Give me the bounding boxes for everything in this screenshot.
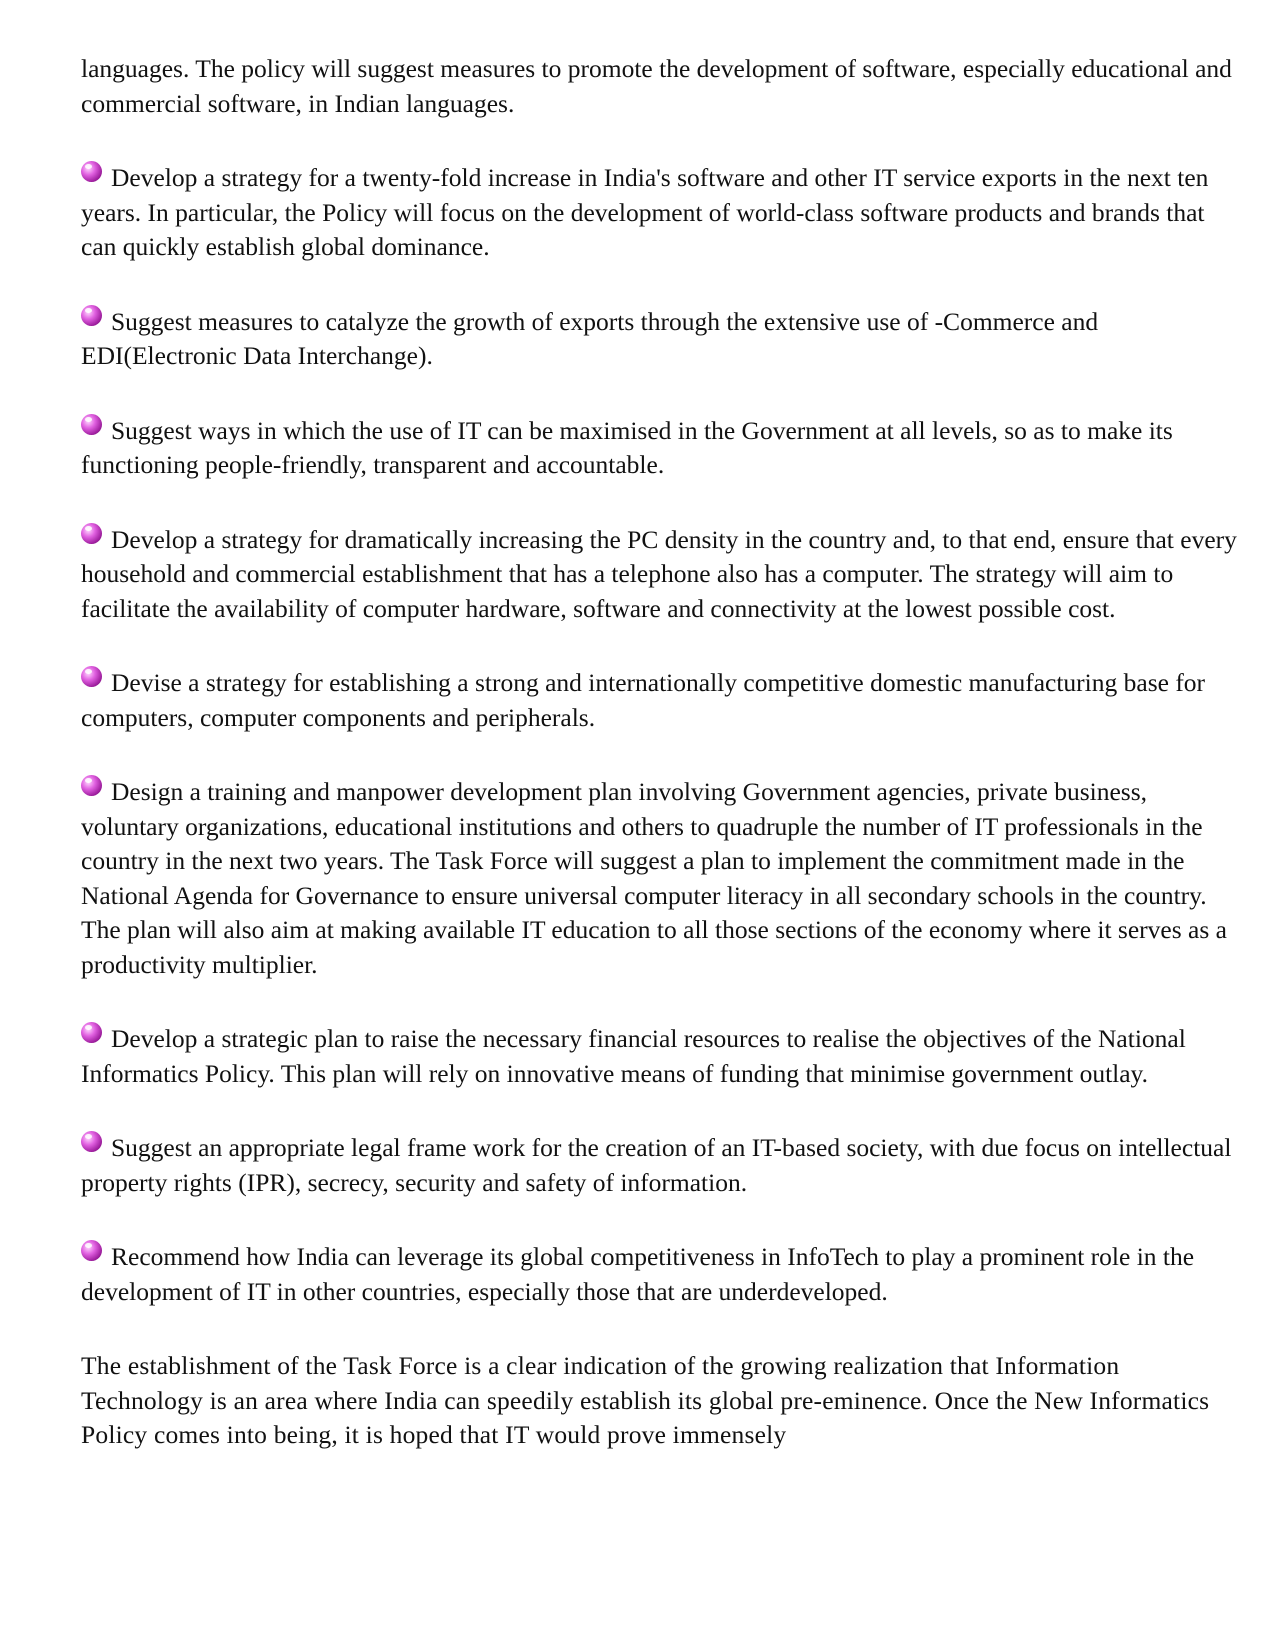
- bullet-text: Suggest ways in which the use of IT can be maximised in the Government at all levels, so as to make its functioning people-friendly, transparent and accountable.: [81, 415, 1173, 479]
- bullet-item: [81, 523, 1241, 627]
- bullet-text: Suggest an appropriate legal frame work for the creation of an IT-based society, with due focus on intellectual property rights (IPR), secrecy, security and safety of information.: [81, 1133, 1232, 1197]
- bullet-item: [81, 1022, 1241, 1091]
- pink-sphere-bullet-icon: [81, 523, 102, 544]
- bullet-item: [81, 161, 1241, 265]
- pink-sphere-bullet-icon: [81, 1240, 102, 1261]
- bullet-text: Suggest measures to catalyze the growth of exports through the extensive use of -Commerce and EDI(Electronic Data Interchange).: [81, 306, 1099, 370]
- bullet-item: [81, 775, 1241, 982]
- pink-sphere-bullet-icon: [81, 1131, 102, 1152]
- bullet-item: [81, 1131, 1241, 1200]
- bullet-text: Develop a strategic plan to raise the necessary financial resources to realise the objectives of the National Informatics Policy. This plan will rely on innovative means of funding that minimise government outlay.: [81, 1024, 1186, 1088]
- document-page: [81, 52, 1241, 1453]
- bullet-text: Design a training and manpower development plan involving Government agencies, private business, voluntary organizations, educational institutions and others to quadruple the number of IT professionals in the country in the next two years. The Task Force will suggest a plan to implement the commitment made in the National Agenda for Governance to ensure universal computer literacy in all secondary schools in the country. The plan will also aim at making available IT education to all those sections of the economy where it serves as a productivity multiplier.: [81, 777, 1227, 979]
- pink-sphere-bullet-icon: [81, 305, 102, 326]
- pink-sphere-bullet-icon: [81, 414, 102, 435]
- bullet-item: [81, 305, 1241, 374]
- bullet-text: Recommend how India can leverage its global competitiveness in InfoTech to play a prominent role in the development of IT in other countries, especially those that are underdeveloped.: [81, 1242, 1195, 1306]
- pink-sphere-bullet-icon: [81, 161, 102, 182]
- bullet-item: [81, 1240, 1241, 1309]
- bullet-text: Devise a strategy for establishing a strong and internationally competitive domestic manufacturing base for computers, computer components and peripherals.: [81, 668, 1206, 732]
- pink-sphere-bullet-icon: [81, 666, 102, 687]
- pink-sphere-bullet-icon: [81, 1022, 102, 1043]
- bullet-item: [81, 666, 1241, 735]
- closing-paragraph: The establishment of the Task Force is a clear indication of the growing realization that Information Technology is an area where India can speedily establish its global pre-eminence. Once the New Informatics Policy comes into being, it is hoped that IT would prove immensely: [81, 1351, 1210, 1449]
- bullet-text: Develop a strategy for dramatically increasing the PC density in the country and, to that end, ensure that every household and commercial establishment that has a telephone also has a computer. The strategy will aim to facilitate the availability of computer hardware, software and connectivity at the lowest possible cost.: [81, 524, 1237, 623]
- bullet-item: [81, 414, 1241, 483]
- intro-paragraph: languages. The policy will suggest measures to promote the development of software, especially educational and commercial software, in Indian languages.: [81, 54, 1232, 118]
- bullet-text: Develop a strategy for a twenty-fold increase in India's software and other IT service exports in the next ten years. In particular, the Policy will focus on the development of world-class software products and brands that can quickly establish global dominance.: [81, 163, 1209, 261]
- pink-sphere-bullet-icon: [81, 775, 102, 796]
